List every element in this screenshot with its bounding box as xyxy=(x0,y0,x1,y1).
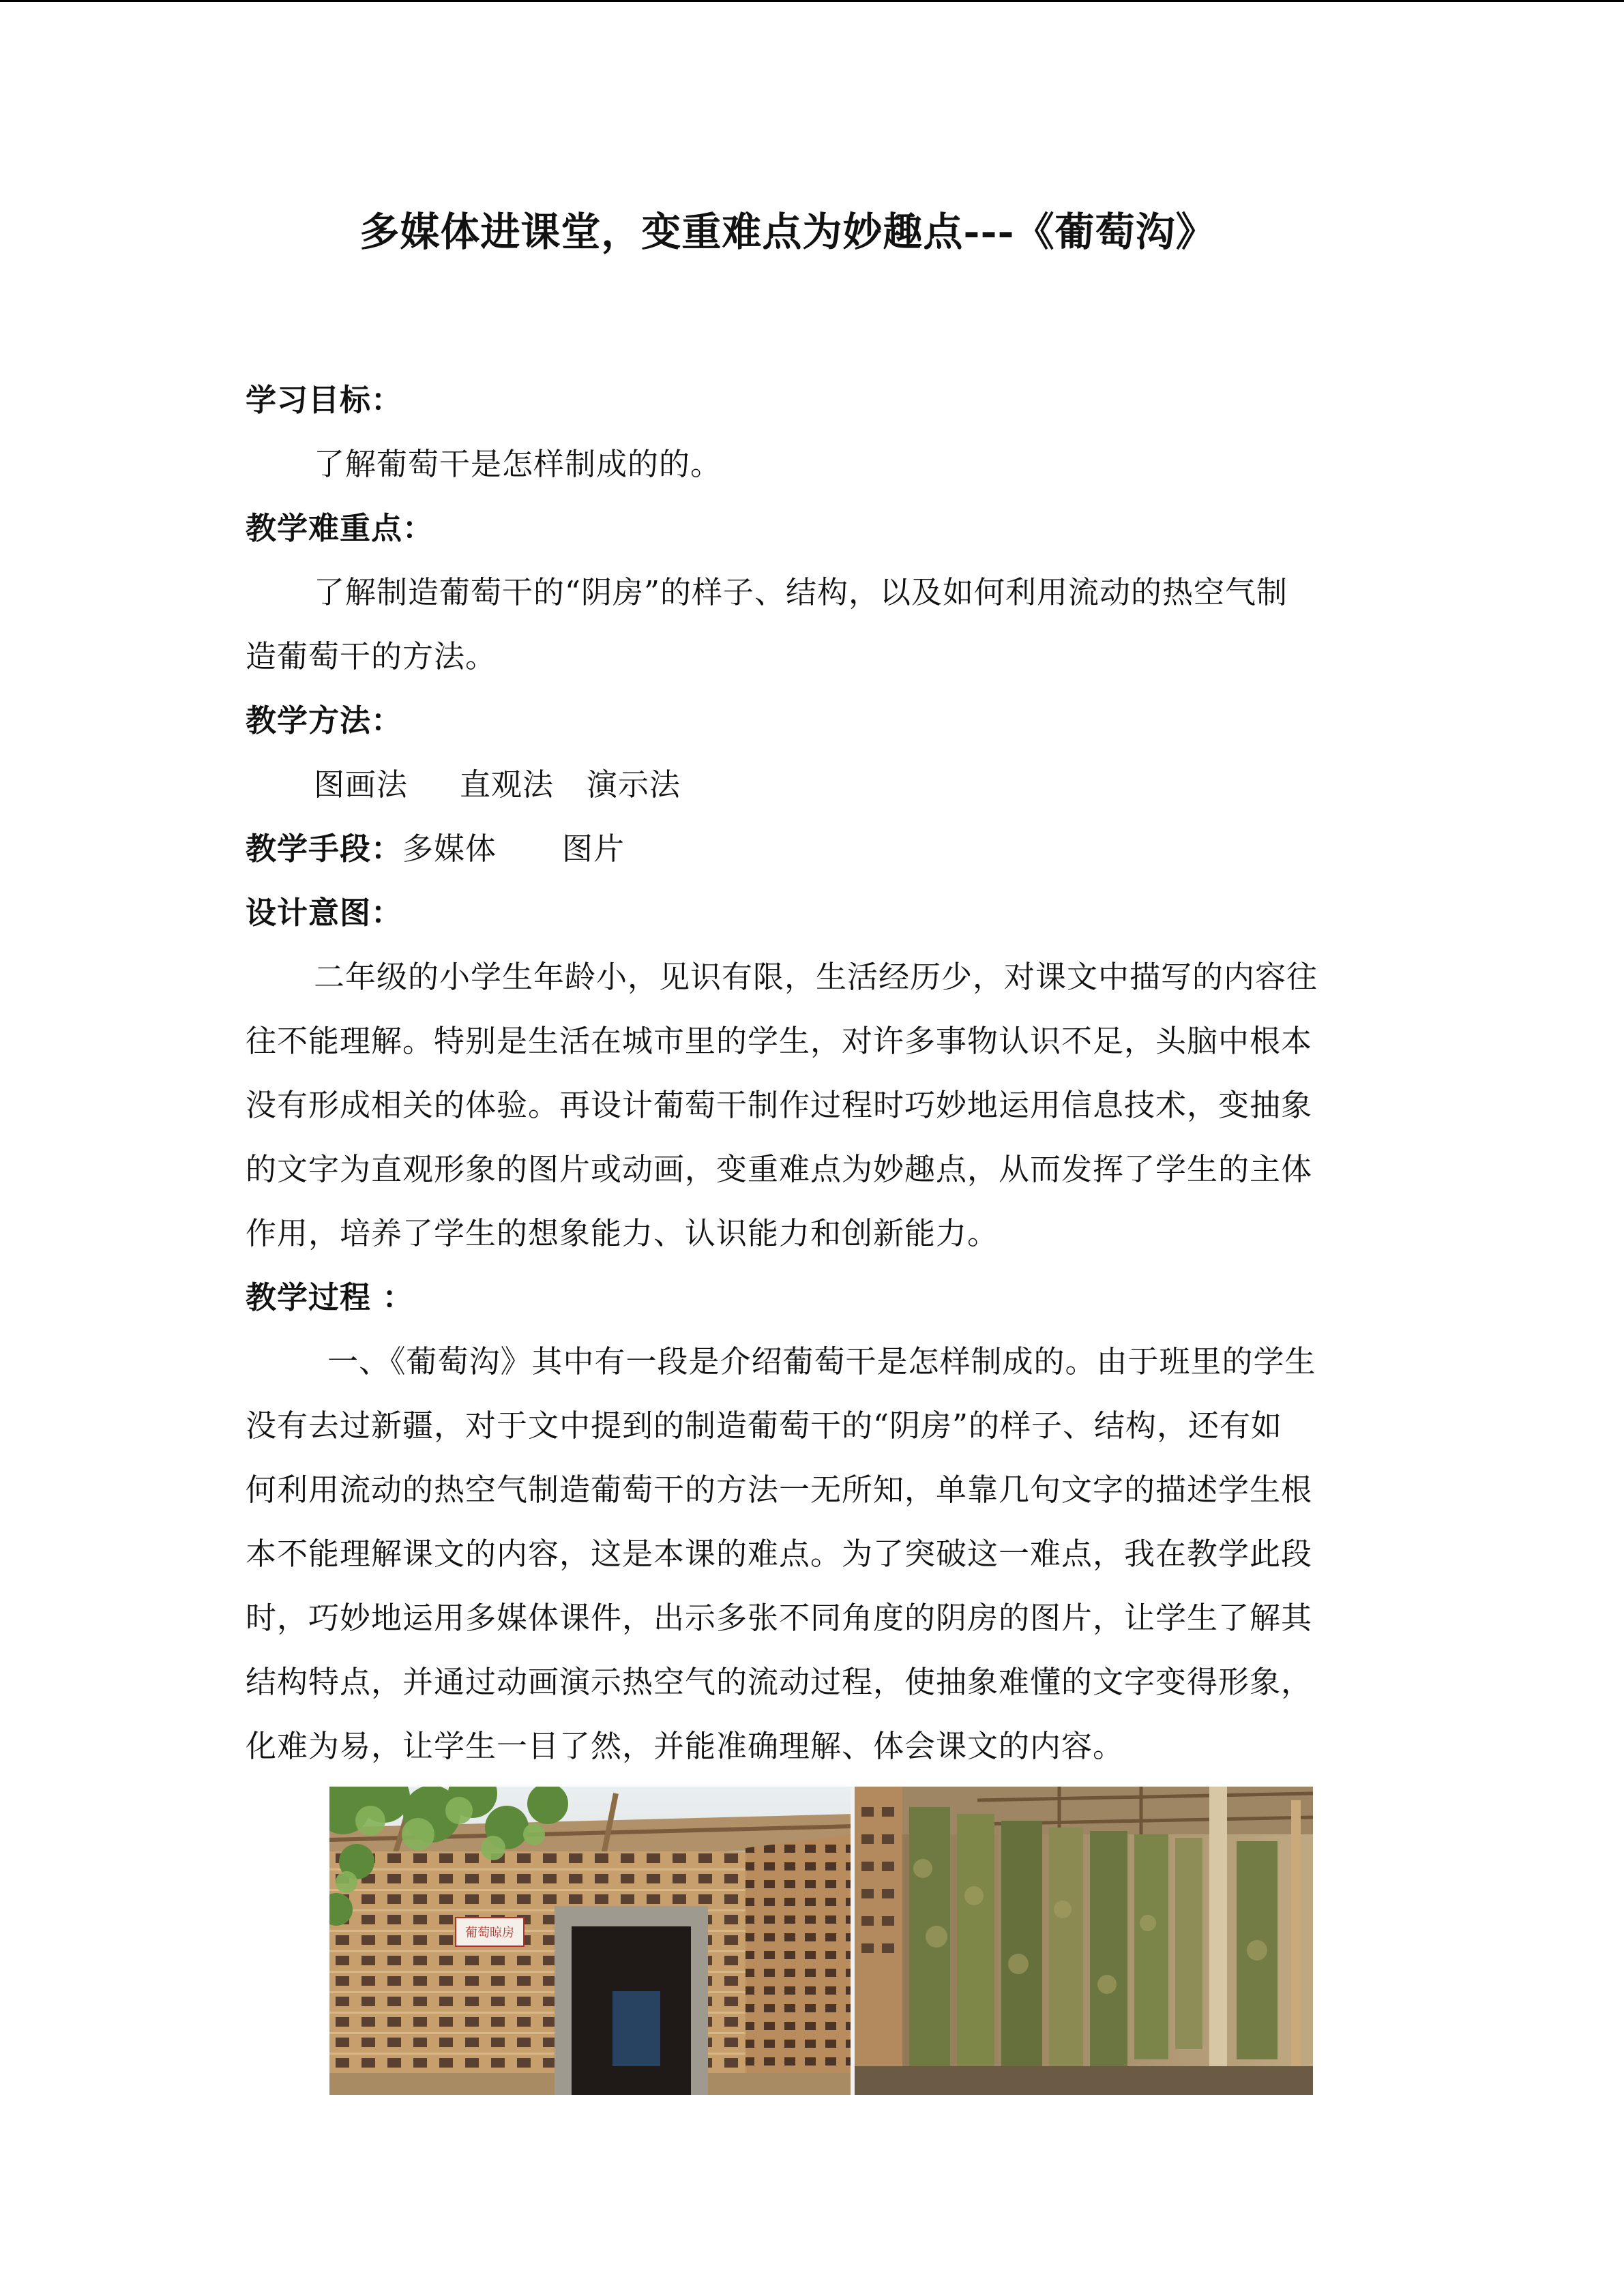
process-line-7: 化难为易，让学生一目了然，并能准确理解、体会课文的内容。 xyxy=(246,1728,1125,1764)
method-item: 演示法 xyxy=(587,766,681,803)
method-item: 直观法 xyxy=(460,766,555,803)
process-line-3: 何利用流动的热空气制造葡萄干的方法一无所知，单靠几句文字的描述学生根 xyxy=(246,1472,1313,1508)
means-line xyxy=(246,817,1378,881)
drying-house-photos xyxy=(329,1787,1313,2095)
drying-house-exterior-photo xyxy=(329,1787,855,2095)
design-line-4: 的文字为直观形象的图片或动画，变重难点为妙趣点，从而发挥了学生的主体 xyxy=(246,1151,1313,1187)
method-item: 图画法 xyxy=(314,766,409,803)
process-line-6: 结构特点，并通过动画演示热空气的流动过程，使抽象难懂的文字变得形象， xyxy=(246,1664,1313,1700)
design-line-2: 往不能理解。特别是生活在城市里的学生，对许多事物认识不足，头脑中根本 xyxy=(246,1023,1313,1059)
page-top-border xyxy=(0,0,1624,2)
design-line-3: 没有形成相关的体验。再设计葡萄干制作过程时巧妙地运用信息技术，变抽象 xyxy=(246,1087,1313,1123)
hanging-grapes-photo xyxy=(855,1787,1313,2095)
goal-heading: 学习目标： xyxy=(246,382,403,418)
methods-list xyxy=(246,753,1378,817)
design-line-1: 二年级的小学生年龄小，见识有限，生活经历少，对课文中描写的内容往 xyxy=(314,959,1318,995)
design-heading: 设计意图： xyxy=(246,895,403,931)
means-item: 图片 xyxy=(562,831,625,867)
document-title: 多媒体进课堂，变重难点为妙趣点---《葡萄沟》 xyxy=(359,209,1216,255)
goal-text: 了解葡萄干是怎样制成的的。 xyxy=(314,446,722,482)
key-points-heading: 教学难重点： xyxy=(246,510,434,546)
process-line-5: 时，巧妙地运用多媒体课件，出示多张不同角度的阴房的图片，让学生了解其 xyxy=(246,1600,1313,1636)
methods-heading: 教学方法： xyxy=(246,702,403,739)
design-line-5: 作用，培养了学生的想象能力、认识能力和创新能力。 xyxy=(246,1215,999,1251)
process-line-2: 没有去过新疆，对于文中提到的制造葡萄干的“阴房”的样子、结构，还有如 xyxy=(246,1407,1283,1444)
means-heading: 教学手段： xyxy=(246,831,403,867)
document-body xyxy=(246,368,1378,1778)
process-line-4: 本不能理解课文的内容，这是本课的难点。为了突破这一难点，我在教学此段 xyxy=(246,1536,1313,1572)
photo-sign-text: 葡萄晾房 xyxy=(465,1926,514,1940)
key-points-line-2: 造葡萄干的方法。 xyxy=(246,638,497,674)
process-line-1: 一、《葡萄沟》其中有一段是介绍葡萄干是怎样制成的。由于班里的学生 xyxy=(327,1343,1316,1380)
means-item: 多媒体 xyxy=(402,831,497,867)
process-heading: 教学过程 ： xyxy=(246,1279,414,1315)
key-points-line-1: 了解制造葡萄干的“阴房”的样子、结构，以及如何利用流动的热空气制 xyxy=(314,574,1288,610)
